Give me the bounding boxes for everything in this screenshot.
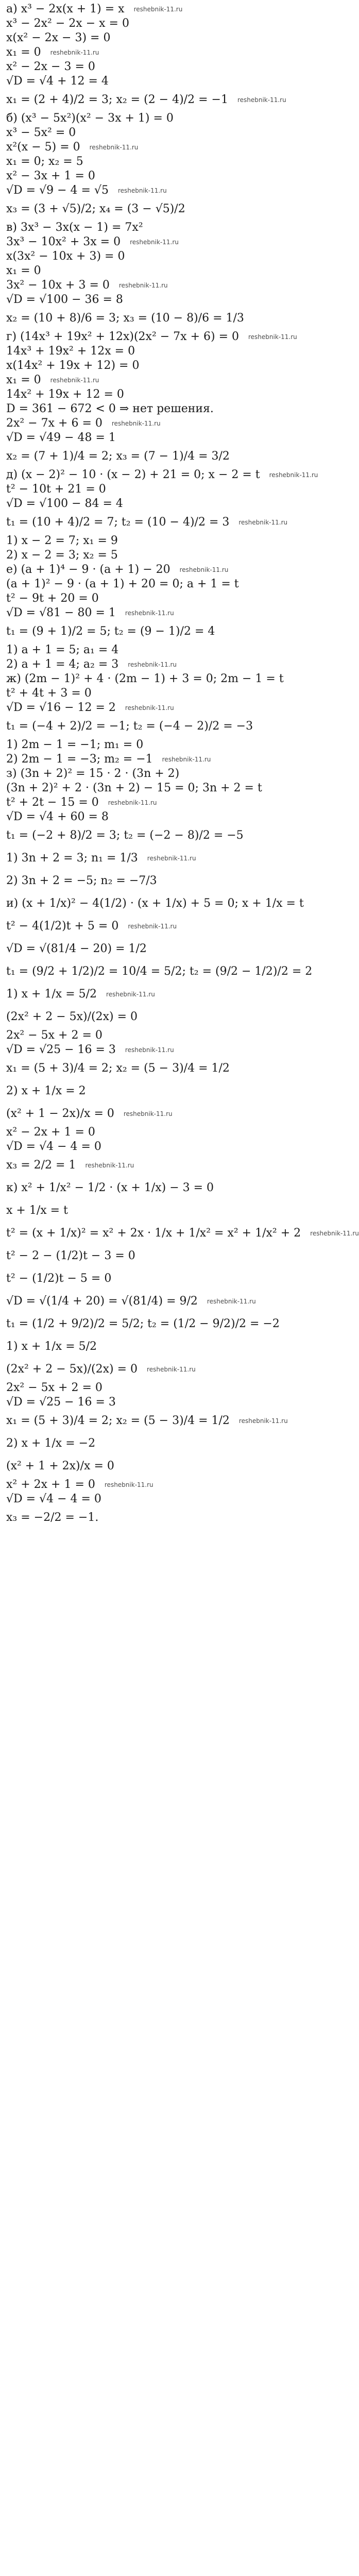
equation-text: 2x² − 5x + 2 = 0: [6, 1381, 102, 1394]
watermark-text: reshebnik-11.ru: [147, 1366, 196, 1373]
equation-text: е) (a + 1)⁴ − 9 · (a + 1) − 20: [6, 563, 170, 576]
equation-line: [6, 606, 323, 620]
equation-line: [6, 402, 323, 416]
equation-line: [6, 235, 323, 249]
equation-line: [6, 1103, 323, 1125]
equation-line: [6, 1267, 323, 1290]
equation-text: и) (x + 1/x)² − 4(1/2) · (x + 1/x) + 5 = 0; x + 1/x = t: [6, 897, 304, 910]
equation-line: [6, 672, 323, 686]
equation-line: [6, 738, 323, 752]
equation-line: [6, 1313, 323, 1335]
equation-line: [6, 752, 323, 767]
equation-line: [6, 497, 323, 511]
watermark-text: reshebnik-11.ru: [237, 96, 286, 104]
equation-text: 2x² − 7x + 6 = 0: [6, 417, 102, 430]
equation-text: 3x³ − 10x² + 3x = 0: [6, 235, 121, 248]
equation-line: [6, 577, 323, 591]
equation-text: √D = √49 − 48 = 1: [6, 431, 116, 444]
equation-text: 2) a + 1 = 4; a₂ = 3: [6, 658, 119, 671]
equation-text: √D = √(81/4 − 20) = 1/2: [6, 942, 147, 955]
equation-text: x₂ = (10 + 8)/6 = 3; x₃ = (10 − 8)/6 = 1/3: [6, 312, 244, 325]
equation-text: t² − 2 − (1/2)t − 3 = 0: [6, 1249, 135, 1262]
equation-text: 1) x + 1/x = 5/2: [6, 988, 97, 1001]
watermark-text: reshebnik-11.ru: [133, 6, 183, 13]
equation-text: t₁ = (−2 + 8)/2 = 3; t₂ = (−2 − 8)/2 = −5: [6, 829, 244, 842]
watermark-text: reshebnik-11.ru: [125, 704, 174, 711]
watermark-text: reshebnik-11.ru: [50, 49, 99, 56]
equation-line: [6, 1080, 323, 1103]
equation-text: x₁ = 0: [6, 46, 41, 59]
equation-text: √D = √4 + 60 = 8: [6, 810, 109, 823]
equation-line: [6, 468, 323, 482]
equation-line: [6, 1222, 359, 1245]
equation-line: [6, 416, 323, 431]
equation-line: [6, 1358, 323, 1381]
equation-line: [6, 781, 323, 795]
equation-line: [6, 795, 323, 810]
equation-text: 1) a + 1 = 5; a₁ = 4: [6, 643, 119, 656]
equation-line: [6, 45, 323, 60]
watermark-text: reshebnik-11.ru: [85, 1162, 134, 1169]
equation-text: t² = (x + 1/x)² = x² + 2x · 1/x + 1/x² = x² + 1/x² + 2: [6, 1227, 301, 1240]
equation-line: [6, 1028, 323, 1043]
equation-text: √D = √16 − 12 = 2: [6, 701, 116, 714]
equation-text: x(x² − 2x − 3) = 0: [6, 31, 111, 44]
equation-line: [6, 1478, 323, 1492]
equation-line: [6, 359, 323, 373]
equation-line: [6, 111, 323, 126]
equation-text: t² − (1/2)t − 5 = 0: [6, 1272, 112, 1285]
equation-line: [6, 1410, 323, 1432]
equation-line: [6, 824, 323, 847]
equation-text: (2x² + 2 − 5x)/(2x) = 0: [6, 1010, 138, 1023]
equation-line: [6, 915, 323, 938]
equation-text: 14x² + 19x + 12 = 0: [6, 388, 124, 401]
equation-line: [6, 1245, 323, 1267]
equation-line: [6, 330, 323, 344]
equation-text: √D = √9 − 4 = √5: [6, 184, 109, 197]
equation-text: ж) (2m − 1)² + 4 · (2m − 1) + 3 = 0; 2m − 1 = t: [6, 672, 284, 685]
equation-text: x₂ = (7 + 1)/4 = 2; x₃ = (7 − 1)/4 = 3/2: [6, 450, 230, 463]
equation-line: [6, 2, 323, 16]
equation-text: √D = √81 − 80 = 1: [6, 606, 116, 619]
equation-line: [6, 1381, 323, 1395]
equation-text: x + 1/x = t: [6, 1204, 68, 1217]
equation-text: √D = √4 + 12 = 4: [6, 75, 109, 88]
equation-text: 2x² − 5x + 2 = 0: [6, 1029, 102, 1042]
watermark-text: reshebnik-11.ru: [117, 187, 167, 194]
equation-line: [6, 563, 323, 577]
equation-line: [6, 511, 323, 534]
equation-text: √D = √(1/4 + 20) = √(81/4) = 9/2: [6, 1295, 198, 1308]
equation-text: x² − 2x − 3 = 0: [6, 60, 95, 73]
equation-line: [6, 1154, 323, 1177]
watermark-text: reshebnik-11.ru: [89, 144, 139, 151]
equation-line: [6, 445, 323, 468]
equation-line: [6, 60, 323, 74]
equation-line: [6, 1335, 323, 1358]
equation-text: д) (x − 2)² − 10 · (x − 2) + 21 = 0; x − 2 = t: [6, 468, 260, 481]
watermark-text: reshebnik-11.ru: [104, 1481, 153, 1488]
equation-line: [6, 169, 323, 183]
equation-text: √D = √100 − 84 = 4: [6, 497, 123, 510]
equation-text: б) (x³ − 5x²)(x² − 3x + 1) = 0: [6, 112, 174, 125]
equation-text: x³ − 2x² − 2x − x = 0: [6, 17, 129, 30]
equation-text: t₁ = (9 + 1)/2 = 5; t₂ = (9 − 1)/2 = 4: [6, 625, 215, 638]
equation-text: t² + 4t + 3 = 0: [6, 687, 92, 700]
equation-text: 14x³ + 19x² + 12x = 0: [6, 345, 135, 358]
equation-line: [6, 16, 323, 31]
equation-line: [6, 155, 323, 169]
watermark-text: reshebnik-11.ru: [125, 609, 174, 617]
equation-text: (x² + 1 + 2x)/x = 0: [6, 1460, 114, 1472]
equation-text: x₁ = (5 + 3)/4 = 2; x₂ = (5 − 3)/4 = 1/2: [6, 1062, 230, 1075]
equation-text: (2x² + 2 − 5x)/(2x) = 0: [6, 1363, 138, 1376]
equation-line: [6, 249, 323, 264]
equation-line: [6, 1043, 323, 1057]
equation-text: t₁ = (10 + 4)/2 = 7; t₂ = (10 − 4)/2 = 3: [6, 516, 230, 529]
equation-text: x₃ = 2/2 = 1: [6, 1159, 76, 1172]
watermark-text: reshebnik-11.ru: [179, 566, 229, 573]
equation-line: [6, 1006, 323, 1028]
equation-line: [6, 31, 323, 45]
equation-text: t₁ = (−4 + 2)/2 = −1; t₂ = (−4 − 2)/2 = −3: [6, 720, 253, 733]
watermark-text: reshebnik-11.ru: [123, 1110, 173, 1117]
equation-line: [6, 1506, 323, 1529]
equation-text: x² + 2x + 1 = 0: [6, 1478, 95, 1491]
equation-text: √D = √4 − 4 = 0: [6, 1493, 101, 1505]
equation-text: 3x² − 10x + 3 = 0: [6, 279, 110, 292]
equation-line: [6, 221, 323, 235]
equation-line: [6, 1492, 323, 1506]
equation-line: [6, 431, 323, 445]
equation-text: 1) 3n + 2 = 3; n₁ = 1/3: [6, 852, 138, 865]
equation-text: 2) 2m − 1 = −3; m₂ = −1: [6, 753, 153, 766]
equation-line: [6, 482, 323, 497]
equation-text: (x² + 1 − 2x)/x = 0: [6, 1107, 114, 1120]
equation-line: [6, 701, 323, 715]
equation-text: x₁ = (5 + 3)/4 = 2; x₂ = (5 − 3)/4 = 1/2: [6, 1414, 230, 1427]
equation-text: 2) x + 1/x = −2: [6, 1437, 96, 1450]
equation-text: в) 3x³ − 3x(x − 1) = 7x²: [6, 221, 143, 234]
watermark-text: reshebnik-11.ru: [238, 1417, 288, 1425]
equation-line: [6, 1125, 323, 1140]
equation-line: [6, 534, 323, 548]
watermark-text: reshebnik-11.ru: [50, 377, 99, 384]
equation-text: x₃ = (3 + √5)/2; x₄ = (3 − √5)/2: [6, 202, 185, 215]
equation-text: 1) 2m − 1 = −1; m₁ = 0: [6, 738, 144, 751]
equation-text: (3n + 2)² + 2 · (3n + 2) − 15 = 0; 3n + 2 = t: [6, 782, 262, 794]
equation-line: [6, 140, 323, 155]
equation-line: [6, 373, 323, 387]
watermark-text: reshebnik-11.ru: [106, 991, 155, 998]
equation-line: [6, 183, 323, 198]
equation-line: [6, 1057, 323, 1080]
equation-text: x(3x² − 10x + 3) = 0: [6, 250, 125, 263]
equation-text: x₁ = 0: [6, 264, 41, 277]
watermark-text: reshebnik-11.ru: [128, 661, 177, 668]
equation-line: [6, 1290, 323, 1313]
equation-text: к) x² + 1/x² − 1/2 · (x + 1/x) − 3 = 0: [6, 1181, 214, 1194]
equation-text: г) (14x³ + 19x² + 12x)(2x² − 7x + 6) = 0: [6, 330, 239, 343]
equation-text: x² − 2x + 1 = 0: [6, 1126, 95, 1139]
equation-line: [6, 938, 323, 960]
watermark-text: reshebnik-11.ru: [310, 1230, 359, 1237]
equation-text: x₃ = −2/2 = −1.: [6, 1511, 99, 1524]
equation-line: [6, 126, 323, 140]
equation-line: [6, 307, 323, 330]
equation-line: [6, 983, 323, 1006]
equation-text: 1) x − 2 = 7; x₁ = 9: [6, 534, 118, 547]
equation-text: t² + 2t − 15 = 0: [6, 796, 99, 809]
equation-text: t² − 9t + 20 = 0: [6, 592, 99, 605]
equation-line: [6, 686, 323, 701]
equation-line: [6, 74, 323, 89]
equation-line: [6, 892, 323, 915]
equation-line: [6, 870, 323, 892]
equation-line: [6, 198, 323, 221]
equation-text: x²(x − 5) = 0: [6, 141, 80, 154]
watermark-text: reshebnik-11.ru: [248, 333, 297, 341]
equation-text: t² − 10t + 21 = 0: [6, 483, 106, 496]
equation-text: 2) x + 1/x = 2: [6, 1084, 86, 1097]
equation-text: 1) x + 1/x = 5/2: [6, 1340, 97, 1353]
equation-text: x₁ = 0; x₂ = 5: [6, 155, 83, 168]
equation-line: [6, 591, 323, 606]
equation-text: а) x³ − 2x(x + 1) = x: [6, 3, 125, 15]
watermark-text: reshebnik-11.ru: [108, 799, 157, 806]
equation-line: [6, 1199, 323, 1222]
watermark-text: reshebnik-11.ru: [238, 519, 288, 526]
equation-text: √D = √25 − 16 = 3: [6, 1396, 116, 1409]
equation-line: [6, 1140, 323, 1154]
equation-line: [6, 1432, 323, 1455]
equation-line: [6, 810, 323, 824]
equation-text: x₁ = 0: [6, 374, 41, 386]
watermark-text: reshebnik-11.ru: [269, 471, 318, 479]
equation-text: t₁ = (9/2 + 1/2)/2 = 10/4 = 5/2; t₂ = (9/2 − 1/2)/2 = 2: [6, 965, 313, 978]
equation-line: [6, 620, 323, 643]
watermark-text: reshebnik-11.ru: [147, 855, 196, 862]
watermark-text: reshebnik-11.ru: [125, 1046, 174, 1054]
equation-text: 2) x − 2 = 3; x₂ = 5: [6, 549, 118, 562]
equation-text: (a + 1)² − 9 · (a + 1) + 20 = 0; a + 1 = t: [6, 578, 239, 590]
equation-text: t² − 4(1/2)t + 5 = 0: [6, 920, 119, 933]
watermark-text: reshebnik-11.ru: [118, 282, 168, 289]
equation-line: [6, 293, 323, 307]
watermark-text: reshebnik-11.ru: [207, 1298, 256, 1305]
equation-text: √D = √4 − 4 = 0: [6, 1140, 101, 1153]
equation-text: D = 361 − 672 < 0 ⇒ нет решения.: [6, 402, 214, 415]
watermark-text: reshebnik-11.ru: [130, 239, 179, 246]
equation-line: [6, 657, 323, 672]
equation-line: [6, 344, 323, 359]
equation-line: [6, 767, 323, 781]
equation-line: [6, 1395, 323, 1410]
watermark-text: reshebnik-11.ru: [128, 923, 177, 930]
equation-line: [6, 1455, 323, 1478]
equation-text: x³ − 5x² = 0: [6, 126, 76, 139]
equation-text: t₁ = (1/2 + 9/2)/2 = 5/2; t₂ = (1/2 − 9/2)/2 = −2: [6, 1317, 280, 1330]
equation-line: [6, 387, 323, 402]
equation-line: [6, 89, 323, 111]
equation-line: [6, 1177, 323, 1199]
watermark-text: reshebnik-11.ru: [162, 756, 211, 763]
equation-line: [6, 264, 323, 278]
equation-text: √D = √25 − 16 = 3: [6, 1043, 116, 1056]
equation-line: [6, 278, 323, 293]
equation-line: [6, 847, 323, 870]
equation-line: [6, 643, 323, 657]
equation-line: [6, 960, 323, 983]
equation-text: √D = √100 − 36 = 8: [6, 293, 123, 306]
equation-text: x₁ = (2 + 4)/2 = 3; x₂ = (2 − 4)/2 = −1: [6, 93, 228, 106]
equation-text: з) (3n + 2)² = 15 · 2 · (3n + 2): [6, 767, 180, 780]
equation-text: x(14x² + 19x + 12) = 0: [6, 359, 140, 372]
equation-line: [6, 548, 323, 563]
equation-text: 2) 3n + 2 = −5; n₂ = −7/3: [6, 874, 157, 887]
watermark-text: reshebnik-11.ru: [111, 420, 161, 427]
equation-text: x² − 3x + 1 = 0: [6, 170, 95, 182]
equation-line: [6, 715, 323, 738]
